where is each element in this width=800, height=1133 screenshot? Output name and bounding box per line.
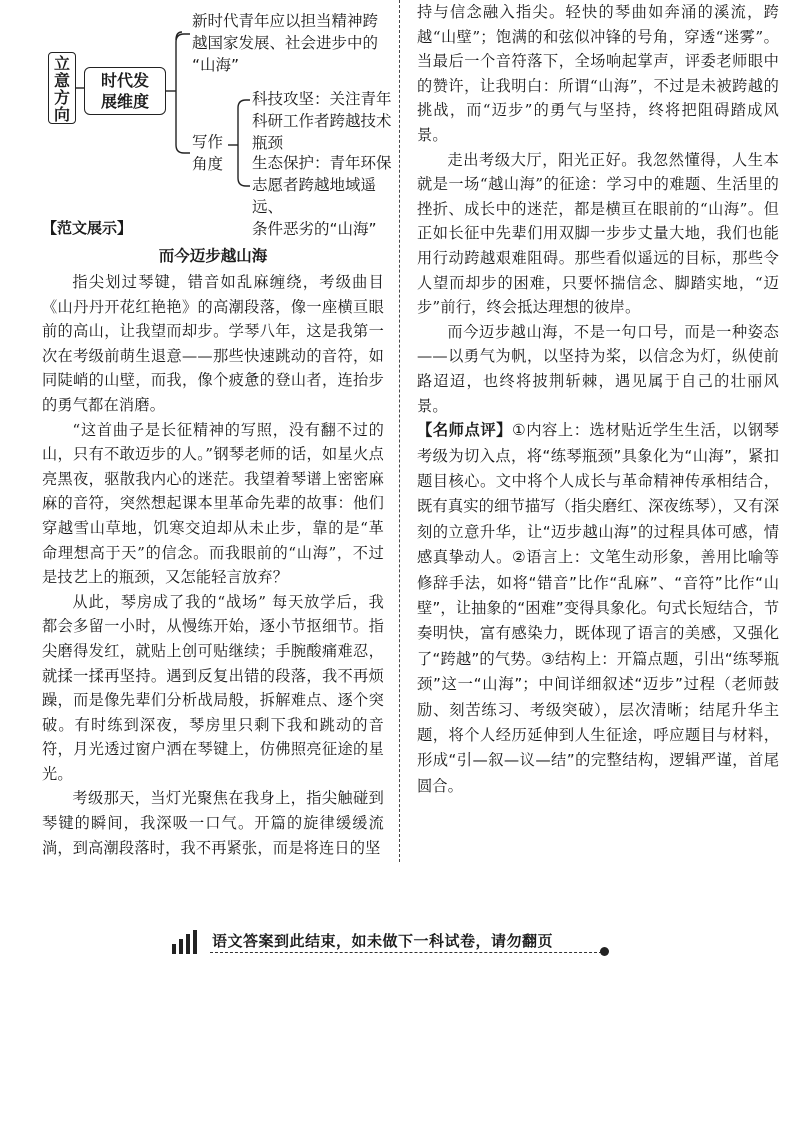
mind-map-angle-eco bbox=[252, 152, 402, 240]
root-char: 向 bbox=[53, 105, 70, 124]
angle-item-line: 生态保护：青年环保 bbox=[252, 154, 392, 172]
branch-line: 新时代青年应以担当精神跨 bbox=[192, 12, 379, 30]
dimension-line: 展维度 bbox=[100, 92, 149, 111]
bar-chart-icon bbox=[170, 930, 206, 954]
mind-map-angle-label bbox=[192, 131, 232, 175]
left-column bbox=[42, 0, 392, 860]
dimension-line: 时代发 bbox=[100, 71, 149, 90]
footer-dot bbox=[600, 947, 609, 956]
footer-notice: 语文答案到此结束，如未做下一科试卷，请勿翻页 bbox=[212, 932, 554, 950]
root-char: 方 bbox=[53, 88, 70, 107]
mind-map-angle-tech bbox=[252, 88, 402, 154]
review-tag: 【名师点评】 bbox=[417, 421, 512, 440]
right-column bbox=[417, 0, 779, 799]
angle-item-line: 瓶颈 bbox=[252, 134, 284, 152]
angle-label-line: 角度 bbox=[192, 155, 224, 173]
essay-paragraph: 从此，琴房成了我的“战场” 每天放学后，我都会多留一小时，从慢练开始，逐小节抠细节。指尖磨得发红，就贴上创可贴继续；手腕酸痛难忍，就揉一揉再坚持。遇到反复出错的段落，我不再烦躁，而是像先辈们分析战局般，拆解难点、逐个突破。有时练到深夜，琴房里只剩下我和跳动的音符，月光透过窗户洒在琴键上，仿佛照亮征途的星光。 bbox=[42, 592, 384, 783]
essay-paragraph-continued: 持与信念融入指尖。轻快的琴曲如奔涌的溪流，跨越“山壁”；饱满的和弦似冲锋的号角，穿透“迷雾”。当最后一个音符落下，全场响起掌声，评委老师眼中的赞许，让我明白：所谓“山海”，不过是未被跨越的挑战，而“迈步”的勇气与坚持，终将把阻碍踏成风景。 bbox=[417, 3, 779, 144]
essay-paragraph: 考级那天，当灯光聚焦在我身上，指尖触碰到琴键的瞬间，我深吸一口气。开篇的旋律缓缓流淌，到高潮段落时，我不再紧张，而是将连日的坚 bbox=[42, 789, 384, 857]
root-char: 意 bbox=[53, 71, 70, 90]
branch-line: “山海” bbox=[192, 56, 240, 74]
angle-label-line: 写作 bbox=[192, 133, 224, 151]
essay-paragraph: 指尖划过琴键，错音如乱麻缠绕，考级曲目《山丹丹开花红艳艳》的高潮段落，像一座横亘眼前的高山，让我望而却步。学琴八年，这是我第一次在考级前萌生退意——那些快速跳动的音符，如同陡峭的山壁，而我，像个疲惫的登山者，连抬步的勇气都在消磨。 bbox=[42, 273, 384, 414]
angle-item-line: 科研工作者跨越技术 bbox=[252, 112, 392, 130]
footer-banner bbox=[170, 928, 610, 958]
essay-paragraph: “这首曲子是长征精神的写照，没有翻不过的山，只有不敢迈步的人。”钢琴老师的话，如星火点亮黑夜，驱散我内心的迷茫。我望着琴谱上密密麻麻的音符，突然想起课本里革命先辈的故事：他们穿越雪山草地，饥寒交迫却从未止步，靠的是“革命理想高于天”的信念。而我眼前的“山海”，不过是技艺上的瓶颈，又怎能轻言放弃？ bbox=[42, 420, 384, 587]
root-char: 立 bbox=[53, 54, 70, 73]
mind-map-top-branch bbox=[192, 10, 392, 76]
teacher-review bbox=[417, 418, 779, 799]
mind-map-dimension-box bbox=[84, 67, 166, 115]
footer-dashed-line bbox=[210, 952, 602, 953]
angle-item-line: 科技攻坚：关注青年 bbox=[252, 90, 392, 108]
section-label: 【范文展示】 bbox=[42, 219, 133, 237]
essay-title: 而今迈步越山海 bbox=[158, 247, 268, 265]
angle-item-line: 条件恶劣的“山海” bbox=[252, 220, 377, 238]
mind-map-root bbox=[48, 52, 76, 124]
essay-paragraph: 走出考级大厅，阳光正好。我忽然懂得，人生本就是一场“越山海”的征途：学习中的难题、生活里的挫折、成长中的迷茫，都是横亘在眼前的“山海”。但正如长征中先辈们用双脚一步步丈量大地，我们也能用行动跨越艰难阻碍。那些看似遥远的目标，那些令人望而却步的困难，只要怀揣信念、脚踏实地，“迈步”前行，终会抵达理想的彼岸。 bbox=[417, 150, 779, 317]
branch-line: 越国家发展、社会进步中的 bbox=[192, 34, 379, 52]
review-text: ①内容上：选材贴近学生生活，以钢琴考级为切入点，将“练琴瓶颈”具象化为“山海”，紧扣题目核心。文中将个人成长与革命精神传承相结合，既有真实的细节描写（指尖磨红、深夜练琴），又有深刻的立意升华，让“迈步越山海”的过程具体可感，情感真挚动人。②语言上：文笔生动形象，善用比喻等修辞手法，如将“错音”比作“乱麻”、“音符”比作“山壁”，让抽象的“困难”变得具象化。句式长短结合，节奏明快，富有感染力，既体现了语言的美感，又强化了“跨越”的气势。③结构上：开篇点题，引出“练琴瓶颈”这一“山海”；中间详细叙述“迈步”过程（老师鼓励、刻苦练习、考级突破），层次清晰；结尾升华主题，将个人经历延伸到人生征途，呼应题目与材料，形成“引—叙—议—结”的完整结构，逻辑严谨，首尾圆合。 bbox=[417, 421, 779, 795]
angle-item-line: 志愿者跨越地域遥远、 bbox=[252, 176, 377, 216]
review-paragraph bbox=[417, 418, 779, 799]
essay-paragraph: 而今迈步越山海，不是一句口号，而是一种姿态——以勇气为帆，以坚持为桨，以信念为灯，纵使前路迢迢，也终将披荆斩棘，遇见属于自己的壮丽风景。 bbox=[417, 322, 779, 415]
